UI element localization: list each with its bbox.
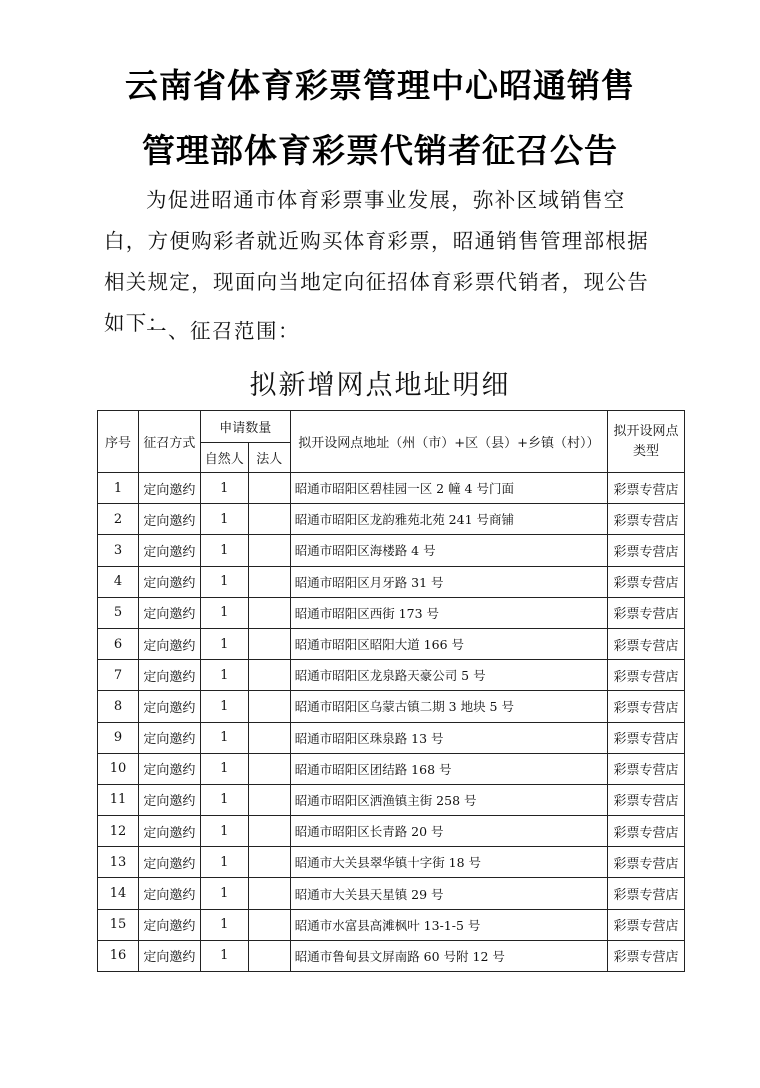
cell-seq: 13 [98, 847, 139, 878]
cell-address: 昭通市昭阳区龙韵雅苑北苑 241 号商铺 [290, 504, 607, 535]
cell-seq: 2 [98, 504, 139, 535]
cell-natural: 1 [200, 940, 248, 971]
cell-address: 昭通市昭阳区乌蒙古镇二期 3 地块 5 号 [290, 691, 607, 722]
table-row [98, 628, 685, 659]
cell-legal [248, 597, 290, 628]
cell-legal [248, 940, 290, 971]
cell-seq: 11 [98, 784, 139, 815]
cell-natural: 1 [200, 847, 248, 878]
cell-type: 彩票专营店 [608, 753, 685, 784]
table-row [98, 691, 685, 722]
cell-type: 彩票专营店 [608, 784, 685, 815]
table-row [98, 504, 685, 535]
cell-address: 昭通市昭阳区洒渔镇主街 258 号 [290, 784, 607, 815]
cell-seq: 1 [98, 473, 139, 504]
cell-seq: 10 [98, 753, 139, 784]
cell-natural: 1 [200, 784, 248, 815]
cell-natural: 1 [200, 504, 248, 535]
cell-legal [248, 753, 290, 784]
cell-type: 彩票专营店 [608, 566, 685, 597]
cell-type: 彩票专营店 [608, 535, 685, 566]
cell-type: 彩票专营店 [608, 628, 685, 659]
cell-method: 定向邀约 [138, 784, 200, 815]
cell-method: 定向邀约 [138, 660, 200, 691]
cell-type: 彩票专营店 [608, 722, 685, 753]
cell-legal [248, 816, 290, 847]
table-row [98, 878, 685, 909]
table-row [98, 473, 685, 504]
header-type: 拟开设网点类型 [608, 411, 685, 473]
cell-natural: 1 [200, 816, 248, 847]
section-heading-scope: 一、征召范围： [146, 319, 300, 343]
cell-legal [248, 909, 290, 940]
header-method: 征召方式 [138, 411, 200, 473]
cell-method: 定向邀约 [138, 847, 200, 878]
table-row [98, 660, 685, 691]
table-row [98, 722, 685, 753]
table-row [98, 753, 685, 784]
table-row [98, 847, 685, 878]
cell-method: 定向邀约 [138, 473, 200, 504]
cell-seq: 8 [98, 691, 139, 722]
cell-seq: 6 [98, 628, 139, 659]
table-row [98, 940, 685, 971]
cell-address: 昭通市大关县天星镇 29 号 [290, 878, 607, 909]
cell-type: 彩票专营店 [608, 597, 685, 628]
cell-legal [248, 628, 290, 659]
table-row [98, 597, 685, 628]
cell-address: 昭通市昭阳区碧桂园一区 2 幢 4 号门面 [290, 473, 607, 504]
cell-method: 定向邀约 [138, 816, 200, 847]
cell-natural: 1 [200, 566, 248, 597]
cell-address: 昭通市昭阳区海楼路 4 号 [290, 535, 607, 566]
cell-address: 昭通市昭阳区龙泉路天豪公司 5 号 [290, 660, 607, 691]
cell-seq: 16 [98, 940, 139, 971]
cell-natural: 1 [200, 909, 248, 940]
cell-natural: 1 [200, 753, 248, 784]
cell-type: 彩票专营店 [608, 660, 685, 691]
cell-legal [248, 784, 290, 815]
cell-seq: 9 [98, 722, 139, 753]
cell-type: 彩票专营店 [608, 909, 685, 940]
cell-legal [248, 722, 290, 753]
outlet-address-table [97, 410, 685, 972]
cell-address: 昭通市昭阳区珠泉路 13 号 [290, 722, 607, 753]
header-legal-person: 法人 [248, 443, 290, 473]
cell-seq: 7 [98, 660, 139, 691]
cell-method: 定向邀约 [138, 878, 200, 909]
cell-legal [248, 566, 290, 597]
cell-method: 定向邀约 [138, 566, 200, 597]
header-address: 拟开设网点地址（州（市）+区（县）+乡镇（村）） [290, 411, 607, 473]
cell-method: 定向邀约 [138, 628, 200, 659]
cell-method: 定向邀约 [138, 722, 200, 753]
cell-natural: 1 [200, 660, 248, 691]
cell-seq: 5 [98, 597, 139, 628]
cell-legal [248, 847, 290, 878]
cell-type: 彩票专营店 [608, 847, 685, 878]
document-title-line-2: 管理部体育彩票代销者征召公告 [142, 131, 618, 170]
table-title: 拟新增网点地址明细 [249, 370, 511, 401]
cell-legal [248, 660, 290, 691]
header-seq: 序号 [98, 411, 139, 473]
header-natural-person: 自然人 [200, 443, 248, 473]
cell-type: 彩票专营店 [608, 878, 685, 909]
cell-natural: 1 [200, 473, 248, 504]
cell-address: 昭通市大关县翠华镇十字街 18 号 [290, 847, 607, 878]
intro-paragraph: 为促进昭通市体育彩票事业发展，弥补区域销售空白，方便购彩者就近购买体育彩票，昭通销售管理部根据相关规定，现面向当地定向征招体育彩票代销者，现公告如下： [104, 188, 649, 335]
cell-address: 昭通市昭阳区团结路 168 号 [290, 753, 607, 784]
cell-address: 昭通市昭阳区长青路 20 号 [290, 816, 607, 847]
cell-seq: 14 [98, 878, 139, 909]
cell-method: 定向邀约 [138, 597, 200, 628]
cell-natural: 1 [200, 691, 248, 722]
cell-legal [248, 691, 290, 722]
cell-type: 彩票专营店 [608, 691, 685, 722]
cell-seq: 15 [98, 909, 139, 940]
cell-address: 昭通市鲁甸县文屏南路 60 号附 12 号 [290, 940, 607, 971]
cell-address: 昭通市水富县高滩枫叶 13-1-5 号 [290, 909, 607, 940]
cell-natural: 1 [200, 597, 248, 628]
cell-legal [248, 504, 290, 535]
cell-type: 彩票专营店 [608, 504, 685, 535]
cell-legal [248, 473, 290, 504]
cell-seq: 3 [98, 535, 139, 566]
cell-type: 彩票专营店 [608, 816, 685, 847]
header-apply-qty: 申请数量 [200, 411, 290, 443]
cell-method: 定向邀约 [138, 940, 200, 971]
cell-method: 定向邀约 [138, 504, 200, 535]
table-row [98, 909, 685, 940]
cell-seq: 4 [98, 566, 139, 597]
cell-natural: 1 [200, 535, 248, 566]
cell-natural: 1 [200, 878, 248, 909]
cell-address: 昭通市昭阳区昭阳大道 166 号 [290, 628, 607, 659]
table-row [98, 816, 685, 847]
cell-method: 定向邀约 [138, 691, 200, 722]
document-title-line-1: 云南省体育彩票管理中心昭通销售 [125, 66, 635, 105]
cell-type: 彩票专营店 [608, 940, 685, 971]
cell-address: 昭通市昭阳区西街 173 号 [290, 597, 607, 628]
cell-method: 定向邀约 [138, 753, 200, 784]
cell-address: 昭通市昭阳区月牙路 31 号 [290, 566, 607, 597]
cell-natural: 1 [200, 628, 248, 659]
cell-method: 定向邀约 [138, 535, 200, 566]
cell-seq: 12 [98, 816, 139, 847]
table-row [98, 535, 685, 566]
cell-legal [248, 878, 290, 909]
table-row [98, 784, 685, 815]
cell-legal [248, 535, 290, 566]
table-row [98, 566, 685, 597]
cell-natural: 1 [200, 722, 248, 753]
cell-method: 定向邀约 [138, 909, 200, 940]
cell-type: 彩票专营店 [608, 473, 685, 504]
